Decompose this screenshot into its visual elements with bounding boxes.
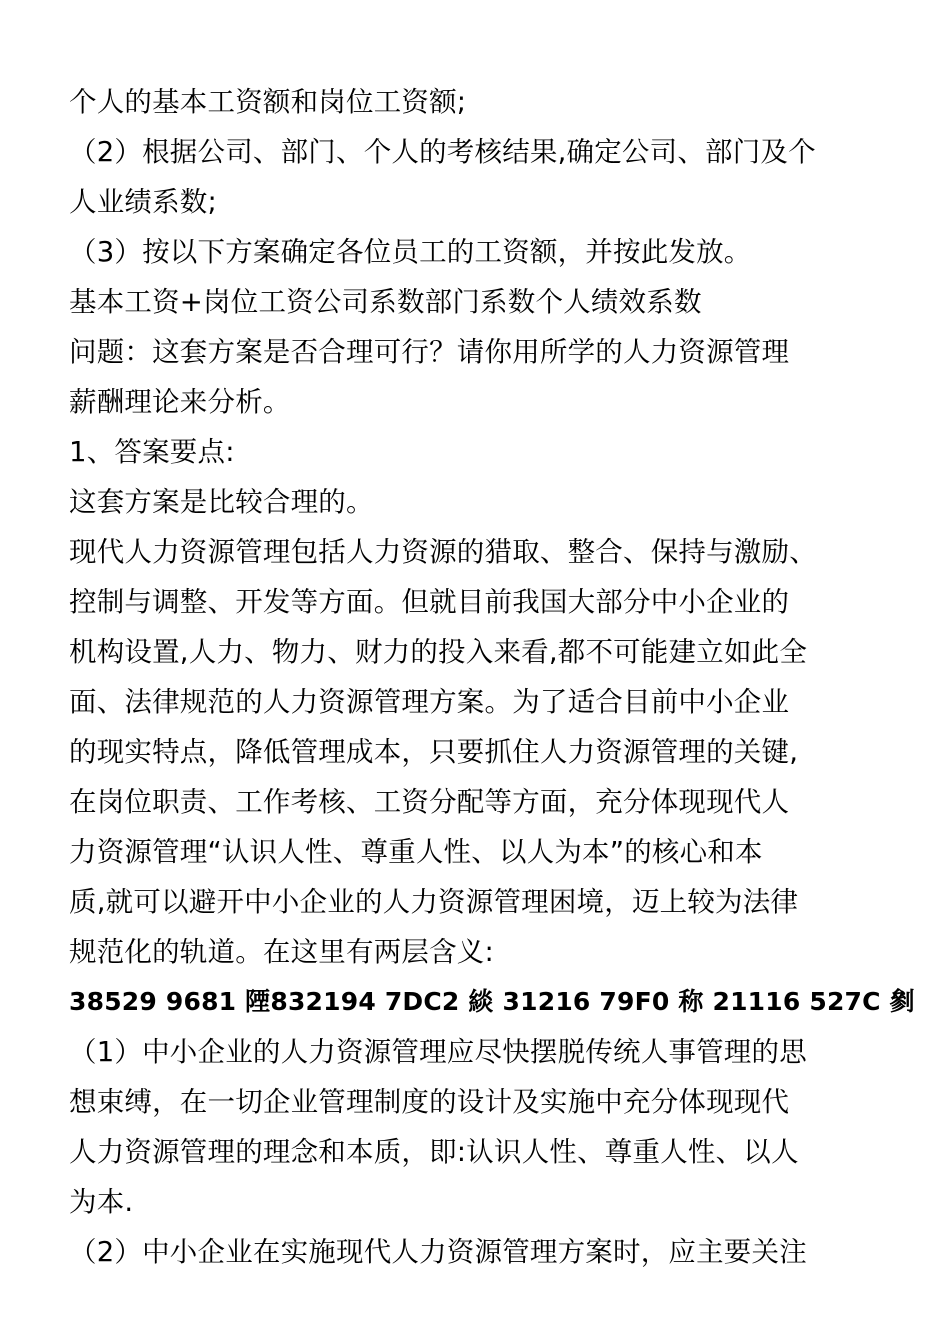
text-line: 人力资源管理的理念和本质，即:认识人性、尊重人性、以人 — [69, 1136, 799, 1168]
text-line: 在岗位职责、工作考核、工资分配等方面，充分体现现代人 — [69, 786, 790, 818]
text-line: 规范化的轨道。在这里有两层含义: — [69, 936, 494, 968]
text-line: 1、答案要点: — [69, 436, 235, 468]
text-line: （1）中小企业的人力资源管理应尽快摆脱传统人事管理的思 — [69, 1036, 807, 1068]
text-line: （2）中小企业在实施现代人力资源管理方案时，应主要关注 — [69, 1236, 807, 1268]
text-line: 面、法律规范的人力资源管理方案。为了适合目前中小企业 — [69, 686, 790, 718]
text-line: 现代人力资源管理包括人力资源的猎取、整合、保持与激励、 — [69, 536, 817, 568]
text-line: 人业绩系数; — [69, 186, 217, 218]
text-line: （2）根据公司、部门、个人的考核结果,确定公司、部门及个 — [69, 136, 816, 168]
text-line: 为本. — [69, 1186, 134, 1218]
text-line: 基本工资+岗位工资公司系数部门系数个人绩效系数 — [69, 286, 702, 318]
text-line: （3）按以下方案确定各位员工的工资额，并按此发放。 — [69, 236, 752, 268]
text-line: 控制与调整、开发等方面。但就目前我国大部分中小企业的 — [69, 586, 790, 618]
text-line: 机构设置,人力、物力、财力的投入来看,都不可能建立如此全 — [69, 636, 808, 668]
code-line: 38529 9681 陻832194 7DC2 緂 31216 79F0 称 21116 527C 剼 — [69, 987, 915, 1016]
text-line: 薪酬理论来分析。 — [69, 386, 291, 418]
text-line: 个人的基本工资额和岗位工资额; — [69, 86, 467, 118]
text-line: 想束缚，在一切企业管理制度的设计及实施中充分体现现代 — [69, 1086, 790, 1118]
text-line: 这套方案是比较合理的。 — [69, 486, 374, 518]
text-line: 质,就可以避开中小企业的人力资源管理困境，迈上较为法律 — [69, 886, 799, 918]
text-line: 的现实特点，降低管理成本，只要抓住人力资源管理的关键, — [69, 736, 799, 768]
text-line: 问题：这套方案是否合理可行？请你用所学的人力资源管理 — [69, 336, 790, 368]
text-line: 力资源管理“认识人性、尊重人性、以人为本”的核心和本 — [69, 836, 763, 868]
